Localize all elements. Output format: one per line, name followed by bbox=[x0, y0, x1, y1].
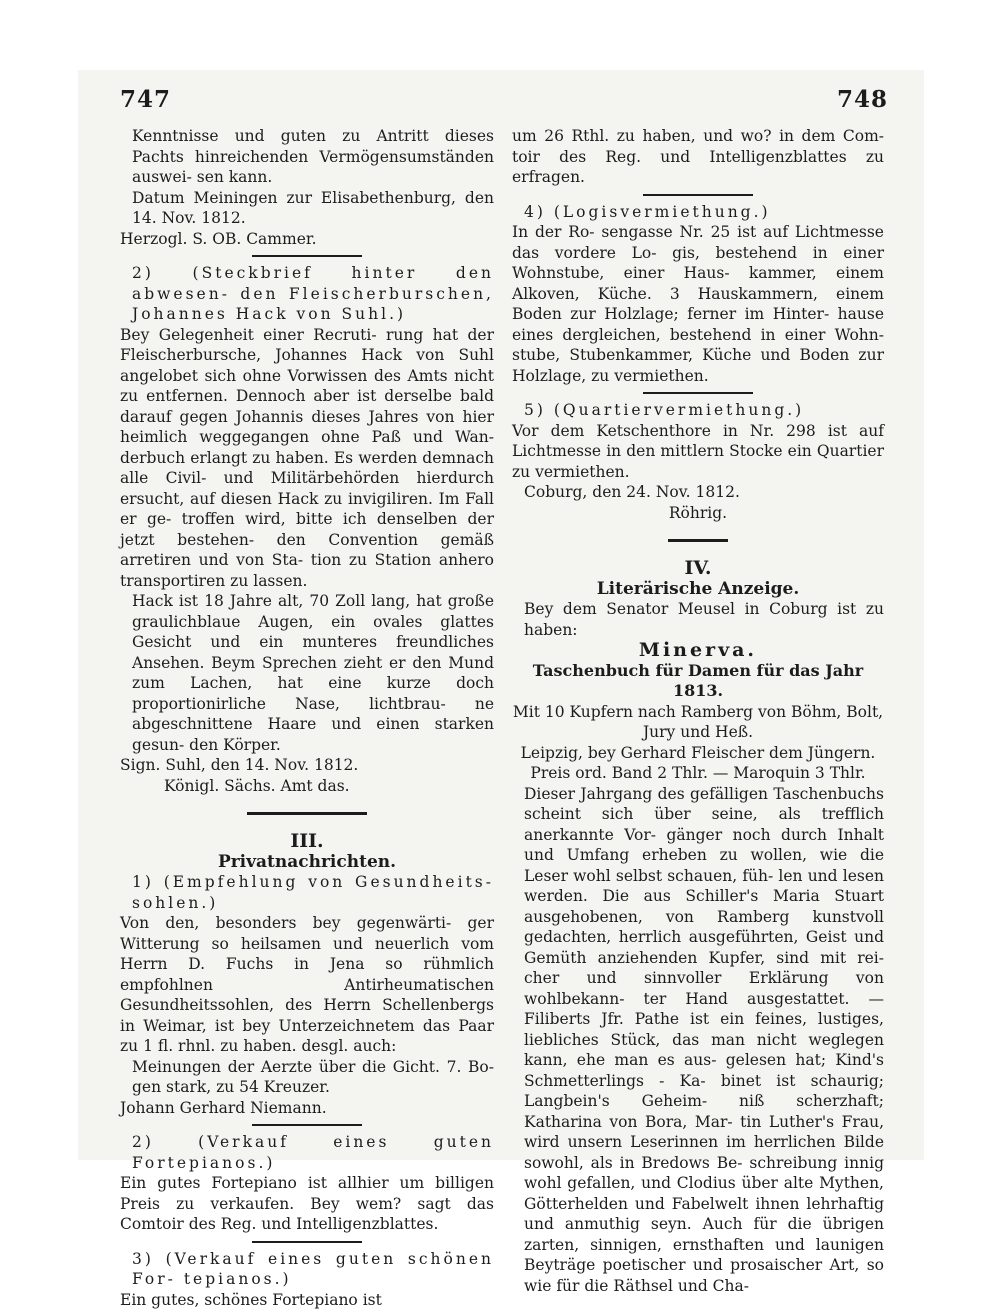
paragraph: In der Ro- sengasse Nr. 25 ist auf Lichtmesse das vordere Lo- gis, bestehend in einer Wohnstube, einer Haus- kammer, einem Alkoven, Küche. 3 Hauskammern, einem Boden zur Holzlage; ferner im Hinter- hause eines dergleichen, bestehend in einer Wohn- stube, Stubenkammer, Küche und Boden zur Holzlage, zu vermiethen. bbox=[512, 222, 884, 386]
notice-heading: 5) (Quartiervermiethung.) bbox=[512, 400, 884, 421]
right-column bbox=[512, 126, 884, 1296]
divider bbox=[643, 194, 753, 196]
page-number-left: 747 bbox=[120, 86, 171, 113]
section-title: Literärische Anzeige. bbox=[512, 579, 884, 600]
notice-heading: 1) (Empfehlung von Gesundheits- sohlen.) bbox=[120, 872, 494, 913]
signature: Coburg, den 24. Nov. 1812. bbox=[512, 482, 884, 503]
paragraph: Von den, besonders bey gegenwärti- ger Witterung so heilsamen und neuerlich vom Herrn D. Fuchs in Jena so rühmlich empfohlnen Antirheumatischen Gesundheitssohlen, des Herrn Schellenbergs in Weimar, ist bey Unterzeichnetem das Paar zu 1 fl. rhnl. zu haben. desgl. auch: bbox=[120, 913, 494, 1057]
divider bbox=[252, 1124, 362, 1126]
paragraph: Ein gutes, schönes Fortepiano ist bbox=[120, 1290, 494, 1310]
book-publisher: Leipzig, bey Gerhard Fleischer dem Jüngern. bbox=[512, 743, 884, 764]
spacer bbox=[512, 523, 884, 533]
divider bbox=[247, 812, 367, 815]
notice-heading: 2) (Verkauf eines guten Fortepianos.) bbox=[120, 1132, 494, 1173]
book-price: Preis ord. Band 2 Thlr. — Maroquin 3 Thlr. bbox=[512, 763, 884, 784]
scanned-page bbox=[78, 70, 924, 1160]
book-title: Minerva. bbox=[512, 640, 884, 661]
notice-heading: 4) (Logisvermiethung.) bbox=[512, 202, 884, 223]
signature: Sign. Suhl, den 14. Nov. 1812. bbox=[120, 755, 494, 776]
divider bbox=[252, 255, 362, 257]
notice-heading: 3) (Verkauf eines guten schönen For- tepianos.) bbox=[120, 1249, 494, 1290]
notice-heading: 2) (Steckbrief hinter den abwesen- den Fleischerburschen, Johannes Hack von Suhl.) bbox=[120, 263, 494, 325]
paragraph: Hack ist 18 Jahre alt, 70 Zoll lang, hat große graulichblaue Augen, ein ovales glattes Gesicht und ein munteres freundliches Ansehen. Beym Sprechen zieht er den Mund zum Lachen, hat eine kurze doch proportionirliche Nase, lichtbrau- ne abgeschnittene Haare und einen starken gesun- den Körper. bbox=[120, 591, 494, 755]
divider bbox=[643, 392, 753, 394]
paragraph: Meinungen der Aerzte über die Gicht. 7. Bo- gen stark, zu 54 Kreuzer. bbox=[120, 1057, 494, 1098]
paragraph: Ein gutes Fortepiano ist allhier um billigen Preis zu verkaufen. Bey wem? sagt das Comtoir des Reg. und Intelligenzblattes. bbox=[120, 1173, 494, 1235]
divider bbox=[668, 539, 728, 542]
section-title: Privatnachrichten. bbox=[120, 852, 494, 873]
signature: Johann Gerhard Niemann. bbox=[120, 1098, 494, 1119]
paragraph: Vor dem Ketschenthore in Nr. 298 ist auf Lichtmesse in den mittlern Stocke ein Quartier zu vermiethen. bbox=[512, 421, 884, 483]
book-illustrators: Mit 10 Kupfern nach Ramberg von Böhm, Bolt, Jury und Heß. bbox=[512, 702, 884, 743]
page-number-right: 748 bbox=[837, 86, 888, 113]
signature: Königl. Sächs. Amt das. bbox=[120, 776, 494, 797]
signature: Röhrig. bbox=[512, 503, 884, 524]
book-subtitle: Taschenbuch für Damen für das Jahr 1813. bbox=[512, 661, 884, 702]
paragraph: Datum Meiningen zur Elisabethenburg, den 14. Nov. 1812. bbox=[120, 188, 494, 229]
paragraph: Dieser Jahrgang des gefälligen Taschenbuchs scheint sich über seine, als trefflich anerkannte Vor- gänger noch durch Inhalt und Umfang erheben zu wollen, wie die Leser wohl selbst schauen, füh- len und lesen werden. Die aus Schiller's Maria Stuart ausgehobenen, von Ramberg kunstvoll gedachten, herrlich ausgeführten, Geist und Gemüth anziehenden Kupfer, sind mit rei- cher und sinnvoller Erklärung von wohlbekann- ter Hand ausgestattet. — Filiberts Jfr. Pathe ist ein feines, lustiges, liebliches Stück, das man nicht weglegen kann, ehe man es aus- gelesen hat; Kind's Schmetterlings - Ka- binet ist schaurig; Langbein's Geheim- niß scherzhaft; Katharina von Bora, Mar- tin Luther's Frau, wird unsern Leserinnen im herrlichen Bilde sowohl, als in Bredows Be- schreibung innig wohl gefallen, und Clodius über alte Mythen, Götterhelden und Fabelwelt ihnen lehrhaftig und anmuthig seyn. Auch für die übrigen zarten, sinnigen, ernsthaften und launigen Beyträge poetischer und prosaischer Art, so wie für die Räthsel und Cha- bbox=[512, 784, 884, 1297]
spacer bbox=[120, 796, 494, 806]
left-column bbox=[120, 126, 494, 1310]
section-number: IV. bbox=[512, 558, 884, 579]
paragraph: Bey dem Senator Meusel in Coburg ist zu haben: bbox=[512, 599, 884, 640]
paragraph: um 26 Rthl. zu haben, und wo? in dem Com- toir des Reg. und Intelligenzblattes zu erfragen. bbox=[512, 126, 884, 188]
divider bbox=[252, 1241, 362, 1243]
paragraph: Kenntnisse und guten zu Antritt dieses Pachts hinreichenden Vermögensumständen auswei- sen kann. bbox=[120, 126, 494, 188]
signature: Herzogl. S. OB. Cammer. bbox=[120, 229, 494, 250]
paragraph: Bey Gelegenheit einer Recruti- rung hat der Fleischerbursche, Johannes Hack von Suhl angelobet sich ohne Vorwissen des Amts nicht zu entfernen. Dennoch aber ist derselbe bald darauf gegen Johannis dieses Jahres von hier heimlich weggegangen ohne Paß und Wan- derbuch erlangt zu haben. Es werden demnach alle Civil- und Militärbehörden hierdurch ersucht, auf diesen Hack zu invigiliren. Im Fall er ge- troffen wird, bitte ich denselben der jetzt bestehen- den Convention gemäß arretiren und von Sta- tion zu Station anhero transportiren zu lassen. bbox=[120, 325, 494, 592]
section-number: III. bbox=[120, 831, 494, 852]
